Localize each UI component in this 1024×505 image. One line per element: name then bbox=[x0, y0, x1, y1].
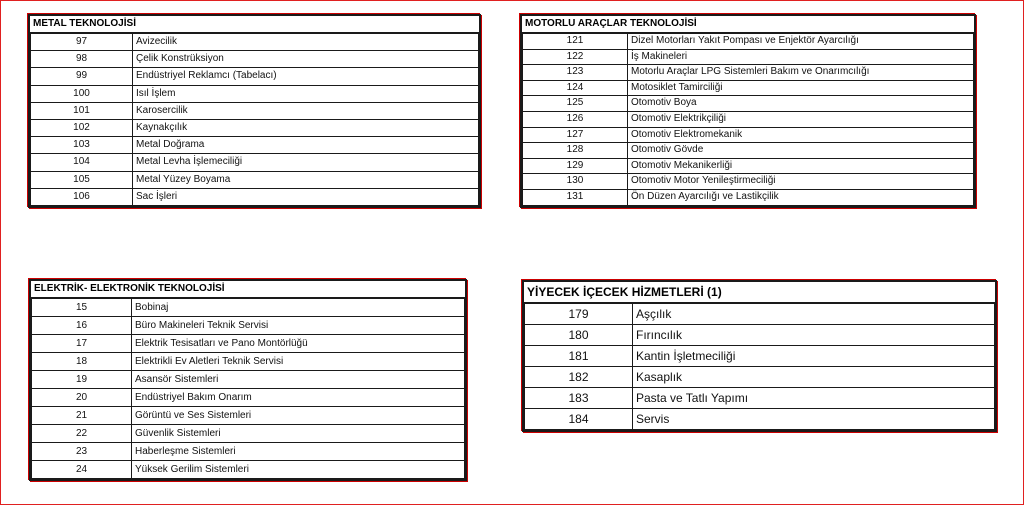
program-name: Metal Levha İşlemeciliği bbox=[133, 154, 479, 171]
table-row bbox=[523, 34, 974, 50]
table-row bbox=[523, 111, 974, 127]
table-body bbox=[31, 34, 479, 206]
program-name: Otomotiv Motor Yenileştirmeciliği bbox=[628, 174, 974, 190]
program-code: 122 bbox=[523, 49, 628, 65]
program-name: Çelik Konstrüksiyon bbox=[133, 51, 479, 68]
program-name: Metal Yüzey Boyama bbox=[133, 171, 479, 188]
table-row bbox=[523, 174, 974, 190]
program-name: Dizel Motorları Yakıt Pompası ve Enjektör Ayarcılığı bbox=[628, 34, 974, 50]
program-code: 128 bbox=[523, 143, 628, 159]
program-code: 24 bbox=[32, 461, 132, 479]
program-code: 180 bbox=[525, 325, 633, 346]
table-row bbox=[31, 137, 479, 154]
table-row bbox=[523, 143, 974, 159]
program-code: 23 bbox=[32, 443, 132, 461]
program-code: 22 bbox=[32, 425, 132, 443]
program-name: Bobinaj bbox=[132, 299, 465, 317]
table-row bbox=[31, 154, 479, 171]
table-row bbox=[525, 409, 995, 430]
program-name: Kasaplık bbox=[633, 367, 995, 388]
program-code: 123 bbox=[523, 65, 628, 81]
program-name: Büro Makineleri Teknik Servisi bbox=[132, 317, 465, 335]
table-row bbox=[31, 34, 479, 51]
program-code: 181 bbox=[525, 346, 633, 367]
table-row bbox=[523, 65, 974, 81]
program-name: Güvenlik Sistemleri bbox=[132, 425, 465, 443]
program-code: 124 bbox=[523, 80, 628, 96]
table-row bbox=[31, 102, 479, 119]
program-name: Metal Doğrama bbox=[133, 137, 479, 154]
program-name: Otomotiv Elektrikçiliği bbox=[628, 111, 974, 127]
program-code: 15 bbox=[32, 299, 132, 317]
table-title: ELEKTRİK- ELEKTRONİK TEKNOLOJİSİ bbox=[31, 281, 465, 298]
table-row bbox=[31, 171, 479, 188]
program-name: İş Makineleri bbox=[628, 49, 974, 65]
program-code: 182 bbox=[525, 367, 633, 388]
table-body bbox=[32, 299, 465, 479]
table-row bbox=[525, 367, 995, 388]
program-name: Motosiklet Tamirciliği bbox=[628, 80, 974, 96]
table-row bbox=[523, 96, 974, 112]
program-name: Elektrik Tesisatları ve Pano Montörlüğü bbox=[132, 335, 465, 353]
table-row bbox=[525, 388, 995, 409]
program-code: 100 bbox=[31, 85, 133, 102]
program-name: Aşçılık bbox=[633, 304, 995, 325]
program-code: 104 bbox=[31, 154, 133, 171]
program-code: 106 bbox=[31, 188, 133, 205]
table-yiyecek-icecek-hizmetleri bbox=[522, 280, 997, 432]
table-motorlu-araclar-teknolojisi bbox=[520, 14, 976, 208]
program-name: Elektrikli Ev Aletleri Teknik Servisi bbox=[132, 353, 465, 371]
table-title: YİYECEK İÇECEK HİZMETLERİ (1) bbox=[524, 282, 995, 303]
table-title: MOTORLU ARAÇLAR TEKNOLOJİSİ bbox=[522, 16, 974, 33]
table-row bbox=[32, 425, 465, 443]
program-code: 20 bbox=[32, 389, 132, 407]
program-name: Motorlu Araçlar LPG Sistemleri Bakım ve Onarımcılığı bbox=[628, 65, 974, 81]
program-code: 101 bbox=[31, 102, 133, 119]
program-code: 18 bbox=[32, 353, 132, 371]
program-code: 98 bbox=[31, 51, 133, 68]
program-code: 127 bbox=[523, 127, 628, 143]
program-name: Kantin İşletmeciliği bbox=[633, 346, 995, 367]
program-code: 103 bbox=[31, 137, 133, 154]
program-name: Servis bbox=[633, 409, 995, 430]
table-row bbox=[523, 158, 974, 174]
table-row bbox=[525, 325, 995, 346]
program-name: Otomotiv Mekanikerliği bbox=[628, 158, 974, 174]
program-code: 99 bbox=[31, 68, 133, 85]
program-name: Sac İşleri bbox=[133, 188, 479, 205]
table-row bbox=[31, 188, 479, 205]
table-row bbox=[32, 335, 465, 353]
program-name: Otomotiv Boya bbox=[628, 96, 974, 112]
program-name: Avizecilik bbox=[133, 34, 479, 51]
program-name: Görüntü ve Ses Sistemleri bbox=[132, 407, 465, 425]
program-name: Isıl İşlem bbox=[133, 85, 479, 102]
table-body bbox=[523, 34, 974, 206]
program-code: 97 bbox=[31, 34, 133, 51]
table-row bbox=[32, 407, 465, 425]
program-code: 129 bbox=[523, 158, 628, 174]
program-code: 125 bbox=[523, 96, 628, 112]
table-row bbox=[31, 51, 479, 68]
table-row bbox=[32, 353, 465, 371]
program-code: 179 bbox=[525, 304, 633, 325]
table-row bbox=[31, 85, 479, 102]
program-name: Otomotiv Gövde bbox=[628, 143, 974, 159]
table-row bbox=[32, 371, 465, 389]
program-name: Ön Düzen Ayarcılığı ve Lastikçilik bbox=[628, 189, 974, 205]
table-row bbox=[525, 346, 995, 367]
table-row bbox=[32, 461, 465, 479]
program-code: 21 bbox=[32, 407, 132, 425]
program-code: 130 bbox=[523, 174, 628, 190]
table-row bbox=[32, 299, 465, 317]
program-name: Otomotiv Elektromekanik bbox=[628, 127, 974, 143]
program-name: Endüstriyel Reklamcı (Tabelacı) bbox=[133, 68, 479, 85]
program-name: Asansör Sistemleri bbox=[132, 371, 465, 389]
program-name: Karosercilik bbox=[133, 102, 479, 119]
table-row bbox=[31, 68, 479, 85]
program-code: 126 bbox=[523, 111, 628, 127]
program-code: 121 bbox=[523, 34, 628, 50]
program-code: 184 bbox=[525, 409, 633, 430]
table-metal-teknolojisi bbox=[28, 14, 481, 208]
table-row bbox=[525, 304, 995, 325]
table-row bbox=[32, 317, 465, 335]
program-name: Kaynakçılık bbox=[133, 120, 479, 137]
program-name: Pasta ve Tatlı Yapımı bbox=[633, 388, 995, 409]
program-name: Fırıncılık bbox=[633, 325, 995, 346]
program-name: Haberleşme Sistemleri bbox=[132, 443, 465, 461]
table-row bbox=[523, 127, 974, 143]
program-code: 17 bbox=[32, 335, 132, 353]
program-name: Yüksek Gerilim Sistemleri bbox=[132, 461, 465, 479]
program-code: 131 bbox=[523, 189, 628, 205]
program-name: Endüstriyel Bakım Onarım bbox=[132, 389, 465, 407]
table-elektrik-elektronik-teknolojisi bbox=[29, 279, 467, 481]
program-code: 105 bbox=[31, 171, 133, 188]
table-row bbox=[32, 443, 465, 461]
table-row bbox=[523, 80, 974, 96]
table-row bbox=[523, 189, 974, 205]
table-title: METAL TEKNOLOJİSİ bbox=[30, 16, 479, 33]
table-row bbox=[523, 49, 974, 65]
table-row bbox=[32, 389, 465, 407]
table-row bbox=[31, 120, 479, 137]
program-code: 19 bbox=[32, 371, 132, 389]
program-code: 183 bbox=[525, 388, 633, 409]
program-code: 16 bbox=[32, 317, 132, 335]
program-code: 102 bbox=[31, 120, 133, 137]
table-body bbox=[525, 304, 995, 430]
